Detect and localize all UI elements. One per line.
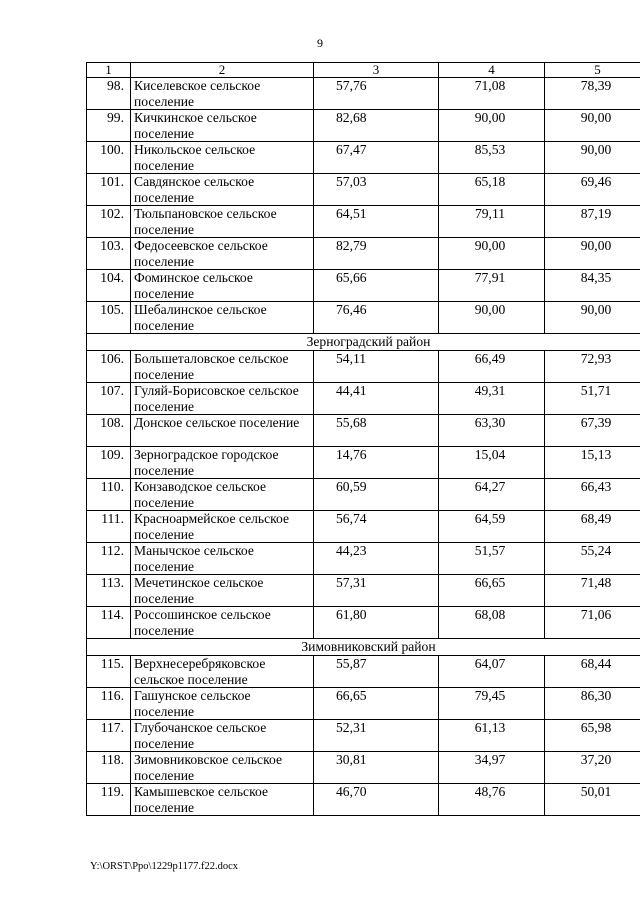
value-col-4: 77,91 <box>439 270 545 302</box>
table-row <box>87 543 640 575</box>
value-col-3: 52,31 <box>314 720 439 752</box>
value-col-5: 87,19 <box>545 206 640 238</box>
settlement-name: Верхнесеребряковское сельское поселение <box>131 656 314 688</box>
value-col-5: 66,43 <box>545 479 640 511</box>
value-col-3: 67,47 <box>314 142 439 174</box>
column-header: 2 <box>131 63 314 78</box>
value-col-3: 30,81 <box>314 752 439 784</box>
row-number: 108. <box>87 415 131 447</box>
table-row <box>87 688 640 720</box>
value-col-5: 90,00 <box>545 238 640 270</box>
value-col-5: 55,24 <box>545 543 640 575</box>
value-col-3: 55,68 <box>314 415 439 447</box>
value-col-4: 85,53 <box>439 142 545 174</box>
value-col-4: 65,18 <box>439 174 545 206</box>
value-col-5: 15,13 <box>545 447 640 479</box>
value-col-3: 82,68 <box>314 110 439 142</box>
settlement-name: Киселевское сельское поселение <box>131 78 314 110</box>
value-col-5: 68,44 <box>545 656 640 688</box>
settlement-name: Кичкинское сельское поселение <box>131 110 314 142</box>
value-col-3: 76,46 <box>314 302 439 334</box>
district-heading: Зерноградский район <box>87 334 640 351</box>
value-col-4: 68,08 <box>439 607 545 639</box>
row-number: 110. <box>87 479 131 511</box>
row-number: 103. <box>87 238 131 270</box>
value-col-5: 71,06 <box>545 607 640 639</box>
value-col-4: 64,07 <box>439 656 545 688</box>
district-row <box>87 334 640 351</box>
row-number: 101. <box>87 174 131 206</box>
settlement-name: Гуляй-Борисовское сельское поселение <box>131 383 314 415</box>
value-col-5: 90,00 <box>545 110 640 142</box>
table-row <box>87 238 640 270</box>
value-col-4: 49,31 <box>439 383 545 415</box>
row-number: 111. <box>87 511 131 543</box>
row-number: 106. <box>87 351 131 383</box>
settlement-name: Манычское сельское поселение <box>131 543 314 575</box>
value-col-4: 48,76 <box>439 784 545 816</box>
value-col-5: 68,49 <box>545 511 640 543</box>
value-col-5: 71,48 <box>545 575 640 607</box>
row-number: 113. <box>87 575 131 607</box>
table-row <box>87 415 640 447</box>
row-number: 109. <box>87 447 131 479</box>
value-col-3: 44,23 <box>314 543 439 575</box>
value-col-5: 90,00 <box>545 302 640 334</box>
table-row <box>87 447 640 479</box>
value-col-5: 37,20 <box>545 752 640 784</box>
value-col-5: 67,39 <box>545 415 640 447</box>
value-col-5: 50,01 <box>545 784 640 816</box>
value-col-5: 84,35 <box>545 270 640 302</box>
row-number: 99. <box>87 110 131 142</box>
row-number: 118. <box>87 752 131 784</box>
value-col-4: 66,49 <box>439 351 545 383</box>
row-number: 117. <box>87 720 131 752</box>
value-col-4: 79,11 <box>439 206 545 238</box>
value-col-3: 66,65 <box>314 688 439 720</box>
value-col-4: 63,30 <box>439 415 545 447</box>
row-number: 114. <box>87 607 131 639</box>
value-col-3: 64,51 <box>314 206 439 238</box>
settlement-name: Никольское сельское поселение <box>131 142 314 174</box>
table-row <box>87 174 640 206</box>
data-table <box>86 62 640 816</box>
settlement-name: Шебалинское сельское поселение <box>131 302 314 334</box>
district-row <box>87 639 640 656</box>
row-number: 100. <box>87 142 131 174</box>
value-col-4: 90,00 <box>439 110 545 142</box>
settlement-name: Фоминское сельское поселение <box>131 270 314 302</box>
row-number: 107. <box>87 383 131 415</box>
value-col-4: 90,00 <box>439 302 545 334</box>
settlement-name: Россошинское сельское поселение <box>131 607 314 639</box>
table-row <box>87 607 640 639</box>
value-col-5: 69,46 <box>545 174 640 206</box>
value-col-4: 64,27 <box>439 479 545 511</box>
settlement-name: Тюльпановское сельское поселение <box>131 206 314 238</box>
column-header: 3 <box>314 63 439 78</box>
value-col-3: 14,76 <box>314 447 439 479</box>
value-col-5: 86,30 <box>545 688 640 720</box>
table-row <box>87 479 640 511</box>
value-col-3: 57,31 <box>314 575 439 607</box>
value-col-4: 51,57 <box>439 543 545 575</box>
settlement-name: Донское сельское поселение <box>131 415 314 447</box>
settlement-name: Зерноградское городское поселение <box>131 447 314 479</box>
value-col-3: 61,80 <box>314 607 439 639</box>
value-col-4: 90,00 <box>439 238 545 270</box>
value-col-4: 79,45 <box>439 688 545 720</box>
value-col-3: 54,11 <box>314 351 439 383</box>
table-row <box>87 784 640 816</box>
settlement-name: Зимовниковское сельское поселение <box>131 752 314 784</box>
value-col-3: 82,79 <box>314 238 439 270</box>
value-col-5: 51,71 <box>545 383 640 415</box>
table-row <box>87 302 640 334</box>
settlement-name: Гашунское сельское поселение <box>131 688 314 720</box>
settlement-name: Федосеевское сельское поселение <box>131 238 314 270</box>
value-col-4: 66,65 <box>439 575 545 607</box>
value-col-4: 61,13 <box>439 720 545 752</box>
settlement-name: Красноармейское сельское поселение <box>131 511 314 543</box>
value-col-4: 71,08 <box>439 78 545 110</box>
footer-file-path: Y:\ORST\Ppo\1229p1177.f22.docx <box>90 861 238 872</box>
column-header: 5 <box>545 63 640 78</box>
value-col-5: 90,00 <box>545 142 640 174</box>
table-row <box>87 110 640 142</box>
district-heading: Зимовниковский район <box>87 639 640 656</box>
settlement-name: Большеталовское сельское поселение <box>131 351 314 383</box>
settlement-name: Глубочанское сельское поселение <box>131 720 314 752</box>
value-col-4: 34,97 <box>439 752 545 784</box>
table-row <box>87 270 640 302</box>
value-col-5: 78,39 <box>545 78 640 110</box>
value-col-4: 64,59 <box>439 511 545 543</box>
value-col-4: 15,04 <box>439 447 545 479</box>
value-col-3: 55,87 <box>314 656 439 688</box>
table-row <box>87 656 640 688</box>
settlement-name: Савдянское сельское поселение <box>131 174 314 206</box>
row-number: 116. <box>87 688 131 720</box>
table-row <box>87 720 640 752</box>
column-header: 4 <box>439 63 545 78</box>
row-number: 105. <box>87 302 131 334</box>
table-row <box>87 142 640 174</box>
settlement-name: Конзаводское сельское поселение <box>131 479 314 511</box>
row-number: 112. <box>87 543 131 575</box>
row-number: 102. <box>87 206 131 238</box>
table-row <box>87 383 640 415</box>
value-col-3: 44,41 <box>314 383 439 415</box>
table-row <box>87 206 640 238</box>
row-number: 104. <box>87 270 131 302</box>
table-body <box>87 63 640 816</box>
table-row <box>87 351 640 383</box>
table-row <box>87 78 640 110</box>
table-row <box>87 752 640 784</box>
value-col-5: 72,93 <box>545 351 640 383</box>
table-row <box>87 511 640 543</box>
row-number: 98. <box>87 78 131 110</box>
value-col-3: 57,76 <box>314 78 439 110</box>
header-row <box>87 63 640 78</box>
value-col-5: 65,98 <box>545 720 640 752</box>
row-number: 115. <box>87 656 131 688</box>
table-row <box>87 575 640 607</box>
settlement-name: Мечетинское сельское поселение <box>131 575 314 607</box>
value-col-3: 46,70 <box>314 784 439 816</box>
row-number: 119. <box>87 784 131 816</box>
value-col-3: 56,74 <box>314 511 439 543</box>
value-col-3: 65,66 <box>314 270 439 302</box>
settlement-name: Камышевское сельское поселение <box>131 784 314 816</box>
value-col-3: 57,03 <box>314 174 439 206</box>
column-header: 1 <box>87 63 131 78</box>
page-number: 9 <box>317 36 323 50</box>
value-col-3: 60,59 <box>314 479 439 511</box>
